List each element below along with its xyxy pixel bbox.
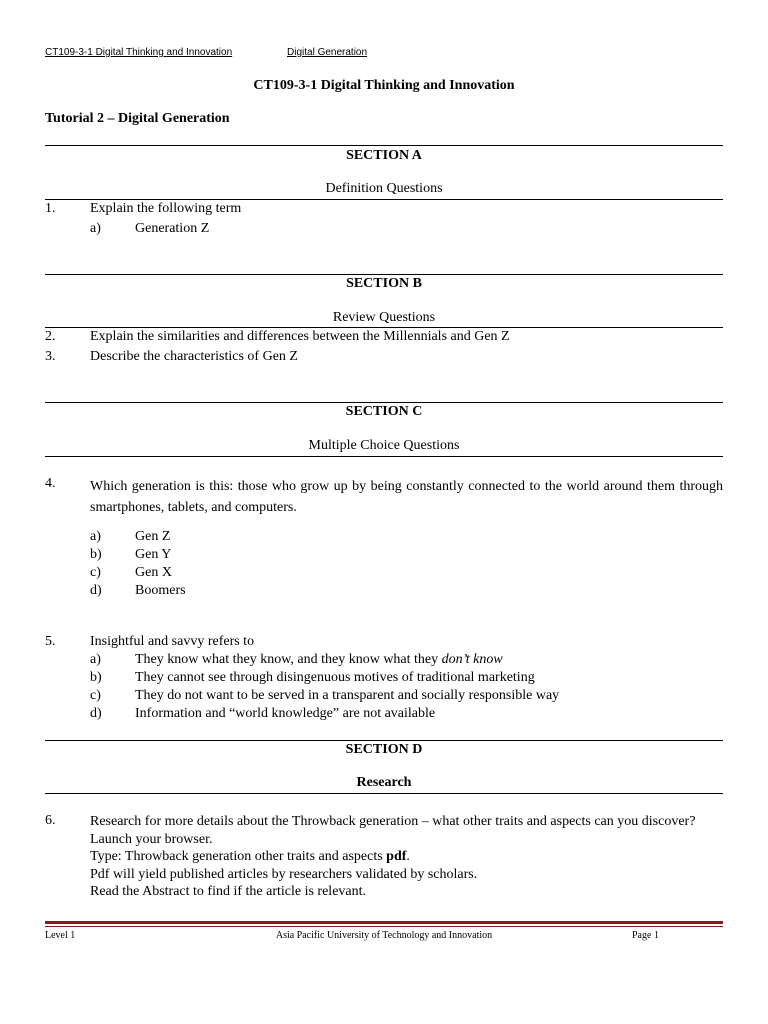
tutorial-title: Tutorial 2 – Digital Generation	[45, 111, 230, 126]
option-letter: a)	[90, 221, 101, 236]
footer-rule-thin	[45, 926, 723, 927]
option-text: They cannot see through disingenuous motives of traditional marketing	[135, 670, 535, 685]
question-number: 6.	[45, 813, 56, 828]
option-text	[135, 652, 503, 668]
section-c-heading: SECTION C	[345, 404, 423, 419]
option-text-main: They know what they know, and they know what they	[135, 652, 442, 667]
option-text: Gen Y	[135, 547, 172, 562]
option-letter: c)	[90, 565, 101, 580]
section-a-subheading: Definition Questions	[325, 181, 443, 196]
instruction-text: Type: Throwback generation other traits and aspects	[90, 849, 387, 864]
section-divider	[45, 456, 723, 457]
section-divider	[45, 274, 723, 275]
option-text-emphasis: don’t know	[441, 652, 503, 667]
section-a-heading: SECTION A	[346, 148, 422, 163]
section-divider	[45, 327, 723, 328]
option-text: They do not want to be served in a transparent and socially responsible way	[135, 688, 560, 703]
document-title: CT109-3-1 Digital Thinking and Innovation	[253, 78, 515, 93]
instruction-line: Launch your browser.	[90, 831, 213, 847]
section-d-heading: SECTION D	[345, 742, 423, 757]
question-text: Explain the similarities and differences between the Millennials and Gen Z	[90, 329, 510, 344]
section-divider	[45, 740, 723, 741]
section-d-subheading: Research	[356, 775, 412, 790]
section-divider	[45, 145, 723, 146]
question-number: 4.	[45, 476, 56, 491]
option-letter: c)	[90, 688, 101, 703]
question-text: Which generation is this: those who grow up by being constantly connected to the world around them through smartphones, tablets, and computers.	[90, 479, 723, 515]
option-letter: d)	[90, 583, 102, 598]
option-text: Generation Z	[135, 221, 210, 236]
section-divider	[45, 793, 723, 794]
header-topic: Digital Generation	[287, 47, 368, 58]
section-c-subheading: Multiple Choice Questions	[308, 438, 460, 453]
option-text: Boomers	[135, 583, 186, 598]
question-number: 5.	[45, 634, 56, 649]
option-text: Gen Z	[135, 529, 171, 544]
instruction-keyword: pdf	[386, 849, 407, 864]
footer-institution: Asia Pacific University of Technology and Innovation	[275, 930, 493, 941]
option-letter: d)	[90, 706, 102, 721]
option-letter: b)	[90, 670, 102, 685]
instruction-text: .	[406, 849, 410, 864]
question-number: 2.	[45, 329, 56, 344]
option-letter: a)	[90, 652, 101, 667]
question-number: 1.	[45, 201, 56, 216]
option-letter: b)	[90, 547, 102, 562]
option-text: Gen X	[135, 565, 172, 580]
option-text: Information and “world knowledge” are not available	[135, 706, 436, 721]
instruction-line: Read the Abstract to find if the article is relevant.	[90, 884, 367, 899]
footer-page-number: Page 1	[632, 930, 659, 941]
question-text: Describe the characteristics of Gen Z	[90, 349, 298, 364]
header-course: CT109-3-1 Digital Thinking and Innovation	[45, 47, 233, 58]
question-text: Explain the following term	[90, 201, 242, 216]
footer-level: Level 1	[45, 930, 76, 941]
section-b-subheading: Review Questions	[332, 310, 436, 325]
footer-rule-thick	[45, 921, 723, 924]
section-divider	[45, 402, 723, 403]
question-text: Research for more details about the Throwback generation – what other traits and aspects can you discover?	[90, 814, 696, 829]
question-text: Insightful and savvy refers to	[90, 634, 255, 649]
question-body	[90, 813, 723, 901]
instruction-line: Pdf will yield published articles by researchers validated by scholars.	[90, 866, 478, 882]
option-letter: a)	[90, 529, 101, 544]
instruction-line	[90, 848, 723, 866]
section-divider	[45, 199, 723, 200]
section-b-heading: SECTION B	[346, 276, 422, 291]
question-number: 3.	[45, 349, 56, 364]
